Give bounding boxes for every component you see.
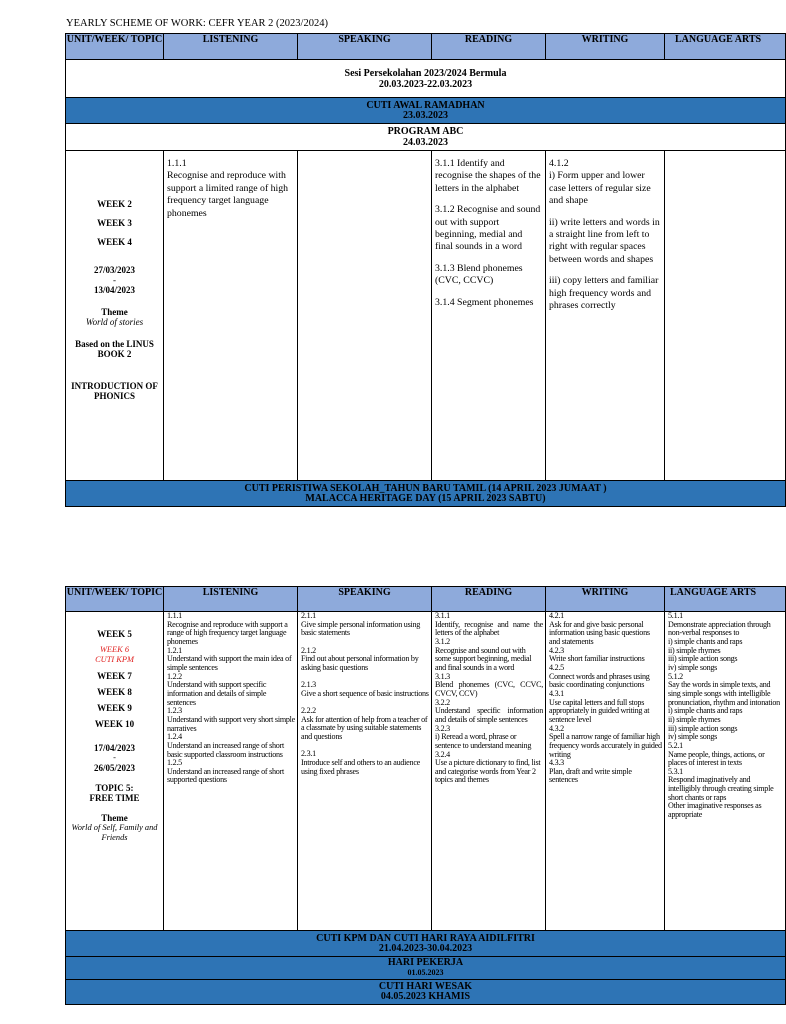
- based-on-label: Based on the LINUS BOOK 2: [75, 339, 154, 359]
- cuti-awal-label: CUTI AWAL RAMADHAN: [366, 99, 485, 111]
- week-label-kpm: WEEK 6: [99, 645, 130, 654]
- cuti-awal-ramadhan-band: [66, 98, 786, 124]
- reading-text: i) Reread a word, phrase or sentence to understand meaning: [435, 732, 532, 750]
- speaking-text: Introduce self and others to an audience using fixed phrases: [301, 758, 420, 776]
- listening-text: Understand an increased range of short supported questions: [167, 766, 285, 785]
- arts-text: Respond imaginatively and intelligibly through creating simple short chants or raps: [668, 775, 774, 802]
- writing-code: 4.3.1: [549, 688, 564, 698]
- arts-code: 5.2.1: [668, 740, 683, 750]
- arts-subitem: ii) simple rhymes: [668, 645, 721, 655]
- date-to: 13/04/2023: [93, 285, 135, 295]
- cuti-kpm-label: CUTI KPM: [95, 655, 134, 664]
- reading-cell: [432, 612, 546, 931]
- speaking-code: 2.1.3: [301, 680, 316, 690]
- listening-code: 1.2.3: [167, 706, 182, 716]
- program-abc-row: [66, 124, 786, 151]
- cuti-wesak-label: CUTI HARI WESAK: [378, 981, 473, 992]
- listening-code: 1.2.5: [167, 758, 182, 768]
- reading-text: Identify, recognise and name the letters of the alphabet: [435, 619, 543, 638]
- reading-item: 3.1.3 Blend phonemes (CVC, CCVC): [435, 262, 523, 287]
- arts-subitem: iv) simple songs: [668, 662, 718, 672]
- listening-text: Recognise and reproduce with support a limited range of high frequency target language phonemes: [167, 170, 289, 219]
- speaking-code: 2.2.2: [301, 706, 316, 716]
- listening-cell: [164, 612, 298, 931]
- week-label: WEEK 3: [97, 218, 132, 228]
- reading-cell: [432, 151, 546, 481]
- topic-label: TOPIC 5:: [95, 783, 134, 793]
- writing-text: Spell a narrow range of familiar high frequency words accurately in guided writing: [549, 732, 662, 759]
- date-separator: -: [113, 753, 116, 762]
- arts-text: Name people, things, actions, or places of interest in texts: [668, 749, 765, 768]
- date-separator: -: [113, 275, 116, 285]
- reading-code: 3.1.1: [435, 611, 450, 620]
- arts-subitem: i) simple chants and raps: [668, 706, 743, 716]
- reading-code: 3.2.3: [435, 723, 450, 733]
- scheme-table-2: [65, 586, 786, 1005]
- writing-item: i) Form upper and lower case letters of regular size and shape: [549, 170, 651, 207]
- arts-subitem: ii) simple rhymes: [668, 714, 721, 724]
- week-list: [66, 629, 163, 843]
- header-writing: WRITING: [546, 587, 665, 612]
- arts-code: 5.3.1: [668, 766, 683, 776]
- reading-text: Blend phonemes (CVC, CCVC, CVCV, CCV): [435, 680, 543, 698]
- hari-pekerja-band: [66, 957, 786, 980]
- unit-week-cell: [66, 151, 164, 481]
- arts-subitem: i) simple chants and raps: [668, 636, 743, 646]
- date-from: 27/03/2023: [93, 265, 135, 275]
- writing-code: 4.3.3: [549, 758, 564, 768]
- language-arts-cell: [665, 612, 786, 931]
- header-writing: WRITING: [546, 34, 665, 60]
- cuti-kpm-raya-date: 21.04.2023-30.04.2023: [378, 942, 473, 954]
- week-label: WEEK 10: [94, 719, 135, 729]
- theme-value: World of stories: [85, 317, 144, 327]
- writing-text: Ask for and give basic personal information using basic questions and statements: [549, 619, 650, 646]
- program-date: 24.03.2023: [403, 137, 448, 148]
- theme-label: Theme: [101, 307, 128, 317]
- cuti-wesak-band: [66, 980, 786, 1005]
- reading-code: 3.1.3: [435, 671, 450, 681]
- cuti-kpm-raya-band: [66, 931, 786, 957]
- header-speaking: SPEAKING: [298, 587, 432, 612]
- session-title: Sesi Persekolahan 2023/2024 Bermula: [344, 67, 507, 79]
- writing-text: Connect words and phrases using basic coordinating conjunctions: [549, 671, 650, 690]
- header-language-arts: LANGUAGE ARTS: [665, 34, 786, 60]
- arts-subitem: iii) simple action songs: [668, 723, 738, 733]
- listening-code: 1.1.1: [167, 158, 187, 169]
- speaking-cell: [298, 612, 432, 931]
- arts-text: Other imaginative responses as appropriate: [668, 801, 762, 820]
- listening-code: 1.1.1: [167, 611, 182, 620]
- writing-cell: [546, 612, 665, 931]
- cuti-peristiwa-band: [66, 481, 786, 507]
- speaking-code: 2.1.2: [301, 645, 316, 655]
- cuti-peristiwa-label: CUTI PERISTIWA SEKOLAH_TAHUN BARU TAMIL (14 APRIL 2023 JUMAAT ): [244, 482, 607, 494]
- listening-text: Recognise and reproduce with support a range of high frequency target language phonemes: [167, 619, 288, 646]
- hari-pekerja-date: 01.05.2023: [407, 968, 444, 977]
- speaking-text: Give a short sequence of basic instructions: [301, 688, 429, 698]
- reading-code: 3.1.2: [435, 636, 450, 646]
- week-label: WEEK 7: [97, 671, 132, 681]
- speaking-text: Find out about personal information by asking basic questions: [301, 654, 419, 672]
- writing-text: Write short familiar instructions: [549, 654, 645, 664]
- unit-week-cell: [66, 612, 164, 931]
- writing-code: 4.2.5: [549, 662, 564, 672]
- reading-code: 3.2.4: [435, 749, 450, 759]
- listening-text: Understand with support specific information and details of simple sentences: [167, 680, 267, 707]
- arts-text: Say the words in simple texts, and sing simple songs with intelligible pronunciation, rhythm and intonation: [668, 680, 780, 707]
- reading-text: Recognise and sound out with some support beginning, medial and final sounds in a word: [435, 645, 532, 672]
- speaking-text: Ask for attention of help from a teacher of a classmate by using suitable statements and questions: [301, 714, 428, 742]
- header-listening: LISTENING: [164, 34, 298, 60]
- listening-code: 1.2.1: [167, 645, 182, 655]
- week-label: WEEK 2: [97, 199, 132, 209]
- hari-pekerja-label: HARI PEKERJA: [387, 957, 464, 968]
- writing-code: 4.1.2: [549, 158, 569, 169]
- malacca-heritage-label: MALACCA HERITAGE DAY (15 APRIL 2023 SABTU): [305, 492, 546, 504]
- reading-text: Understand specific information and details of simple sentences: [435, 706, 543, 724]
- cuti-awal-date: 23.03.2023: [403, 109, 448, 121]
- session-start-row: [66, 60, 786, 98]
- arts-subitem: iii) simple action songs: [668, 654, 738, 664]
- speaking-text: Give simple personal information using basic statements: [301, 619, 421, 638]
- writing-code: 4.2.1: [549, 611, 564, 620]
- reading-code: 3.2.2: [435, 697, 450, 707]
- header-unit-week-topic: UNIT/WEEK/ TOPIC: [66, 34, 164, 60]
- language-arts-cell: [665, 151, 786, 481]
- week-label: WEEK 9: [97, 703, 132, 713]
- week-label: WEEK 5: [97, 629, 132, 639]
- theme-label: Theme: [101, 813, 128, 823]
- listening-text: Understand with support very short simple narratives: [167, 714, 295, 733]
- header-unit-week-topic: UNIT/WEEK/ TOPIC: [66, 587, 164, 612]
- document-title: YEARLY SCHEME OF WORK: CEFR YEAR 2 (2023/2024): [66, 18, 328, 29]
- arts-code: 5.1.1: [668, 611, 683, 620]
- writing-text: Use capital letters and full stops appropriately in guided writing at sentence level: [549, 697, 650, 724]
- header-speaking: SPEAKING: [298, 34, 432, 60]
- speaking-code: 2.1.1: [301, 611, 316, 620]
- introduction-label: INTRODUCTION OF PHONICS: [71, 381, 158, 401]
- header-reading: READING: [432, 587, 546, 612]
- writing-item: iii) copy letters and familiar high frequency words and phrases correctly: [549, 275, 659, 312]
- writing-text: Plan, draft and write simple sentences: [549, 766, 632, 785]
- writing-item: ii) write letters and words in a straight line from left to right with regular spaces between words and shapes: [549, 216, 660, 265]
- writing-code: 4.2.3: [549, 645, 564, 655]
- listening-text: Understand with support the main idea of simple sentences: [167, 654, 292, 672]
- date-from: 17/04/2023: [93, 743, 135, 753]
- cuti-wesak-date: 04.05.2023 KHAMIS: [380, 991, 471, 1002]
- week-list: [66, 199, 163, 401]
- listening-cell: [164, 151, 298, 481]
- topic-value: FREE TIME: [89, 793, 140, 803]
- listening-text: Understand an increased range of short basic supported classroom instructions: [167, 740, 285, 759]
- date-to: 26/05/2023: [93, 763, 135, 773]
- week-label: WEEK 4: [97, 237, 132, 247]
- header-reading: READING: [432, 34, 546, 60]
- reading-item: 3.1.1 Identify and recognise the shapes of the letters in the alphabet: [435, 158, 541, 194]
- cuti-kpm-raya-label: CUTI KPM DAN CUTI HARI RAYA AIDILFITRI: [316, 932, 535, 944]
- arts-subitem: iv) simple songs: [668, 732, 718, 742]
- reading-item: 3.1.2 Recognise and sound out with support beginning, medial and final sounds in a word: [435, 204, 541, 253]
- header-language-arts: LANGUAGE ARTS: [665, 587, 786, 612]
- week-label: WEEK 8: [97, 687, 132, 697]
- listening-code: 1.2.4: [167, 732, 182, 742]
- listening-code: 1.2.2: [167, 671, 182, 681]
- arts-text: Demonstrate appreciation through non-verbal responses to: [668, 619, 771, 638]
- speaking-cell: [298, 151, 432, 481]
- writing-code: 4.3.2: [549, 723, 564, 733]
- session-dates: 20.03.2023-22.03.2023: [378, 78, 473, 90]
- header-listening: LISTENING: [164, 587, 298, 612]
- reading-item: 3.1.4 Segment phonemes: [435, 296, 534, 308]
- theme-value: World of Self, Family and Friends: [71, 823, 158, 842]
- speaking-code: 2.3.1: [301, 749, 316, 759]
- reading-text: Use a picture dictionary to find, list and categorise words from Year 2 topics and themes: [435, 758, 541, 785]
- program-label: PROGRAM ABC: [387, 126, 464, 137]
- arts-code: 5.1.2: [668, 671, 683, 681]
- scheme-table-1: [65, 33, 786, 507]
- writing-cell: [546, 151, 665, 481]
